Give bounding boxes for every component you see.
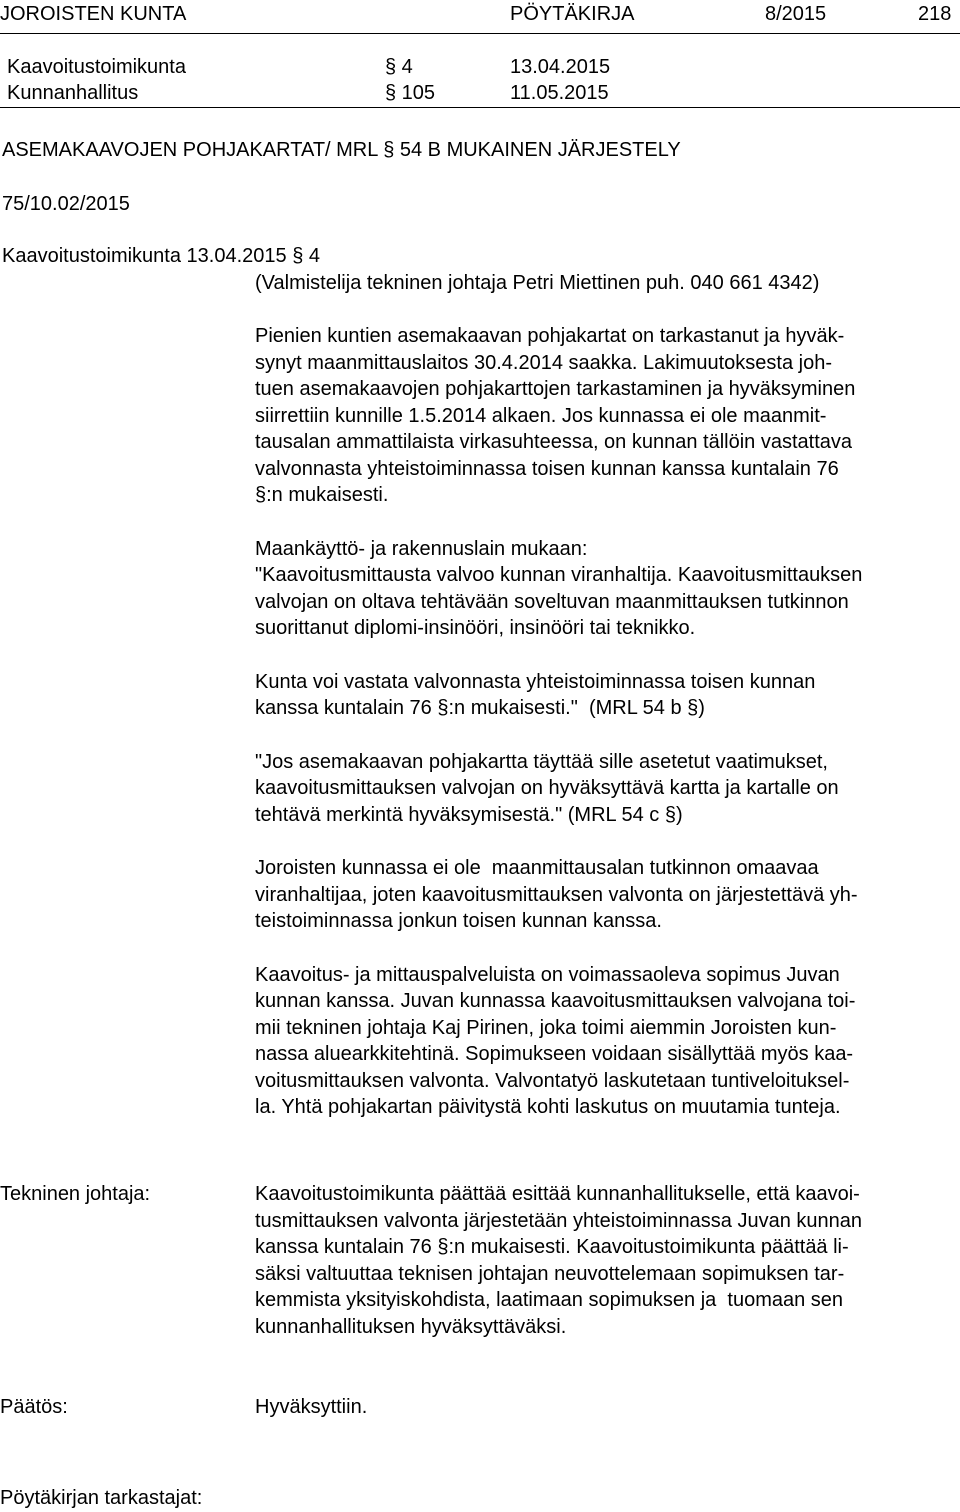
text-line: "Jos asemakaavan pohjakartta täyttää sille asetetut vaatimukset, bbox=[255, 750, 828, 773]
text-line: Pienien kuntien asemakaavan pohjakartat on tarkastanut ja hyväk- bbox=[255, 325, 845, 347]
text-line: Maankäyttö- ja rakennuslain mukaan: bbox=[255, 537, 588, 560]
text-line: teistoiminnassa jonkun toisen kunnan kanssa. bbox=[255, 910, 662, 932]
paragraph bbox=[255, 536, 960, 642]
decision-value: Hyväksyttiin. bbox=[255, 1396, 368, 1418]
text-line: Kaavoitus- ja mittauspalveluista on voimassaoleva sopimus Juvan bbox=[255, 963, 840, 986]
paragraph bbox=[255, 669, 960, 722]
text-line: kaavoitusmittauksen valvojan on hyväksyttävä kartta ja kartalle on bbox=[255, 777, 839, 799]
proposal-label: Tekninen johtaja: bbox=[0, 1183, 151, 1205]
meeting-body: Kaavoitustoimikunta bbox=[7, 56, 186, 78]
reviewers-label: Pöytäkirjan tarkastajat: bbox=[0, 1487, 203, 1509]
decision-label: Päätös: bbox=[0, 1396, 68, 1418]
text-line: Kunta voi vastata valvonnasta yhteistoiminnassa toisen kunnan bbox=[255, 670, 816, 693]
paragraph bbox=[255, 323, 960, 509]
text-line: viranhaltijaa, joten kaavoitusmittauksen valvonta on järjestettävä yh- bbox=[255, 883, 858, 906]
meetings-rule bbox=[0, 107, 960, 108]
text-line: la. Yhtä pohjakartan päivitystä kohti laskutus on muutamia tunteja. bbox=[255, 1096, 841, 1118]
meeting-section: § 4 bbox=[385, 56, 413, 78]
text-line: säksi valtuuttaa teknisen johtajan neuvottelemaan sopimuksen tar- bbox=[255, 1262, 845, 1285]
committee-line: Kaavoitustoimikunta 13.04.2015 § 4 bbox=[2, 245, 320, 267]
text-line: kunnanhallituksen hyväksyttäväksi. bbox=[255, 1315, 567, 1338]
text-line: tusmittauksen valvonta järjestetään yhteistoiminnassa Juvan kunnan bbox=[255, 1209, 863, 1232]
text-line: Joroisten kunnassa ei ole maanmittausalan tutkinnon omaavaa bbox=[255, 857, 819, 879]
text-line: siirrettiin kunnille 1.5.2014 alkaen. Jos kunnassa ei ole maanmit- bbox=[255, 404, 827, 427]
text-line: valvonnasta yhteistoiminnassa toisen kunnan kanssa kuntalain 76 bbox=[255, 457, 839, 480]
text-line: nassa aluearkkitehtinä. Sopimukseen voidaan sisällyttää myös kaa- bbox=[255, 1043, 854, 1065]
text-line: valvojan on oltava tehtävään soveltuvan maanmittauksen tutkinnon bbox=[255, 590, 849, 613]
text-line: kunnan kanssa. Juvan kunnassa kaavoitusmittauksen valvojana toi- bbox=[255, 990, 856, 1012]
text-line: "Kaavoitusmittausta valvoo kunnan viranhaltija. Kaavoitusmittauksen bbox=[255, 564, 863, 586]
body-text bbox=[255, 323, 960, 1148]
header-rule bbox=[0, 33, 960, 34]
text-line: Kaavoitustoimikunta päättää esittää kunnanhallitukselle, että kaavoi- bbox=[255, 1183, 860, 1205]
text-line: kemmista yksityiskohdista, laatimaan sopimuksen ja tuomaan sen bbox=[255, 1289, 844, 1311]
meeting-date: 13.04.2015 bbox=[510, 56, 611, 78]
text-line: tausalan ammattilaista virkasuhteessa, on kunnan tällöin vastattava bbox=[255, 431, 853, 453]
text-line: synyt maanmittauslaitos 30.4.2014 saakka. Lakimuutoksesta joh- bbox=[255, 351, 832, 374]
page-number: 218 bbox=[918, 3, 952, 25]
text-line: tuen asemakaavojen pohjakarttojen tarkastaminen ja hyväksyminen bbox=[255, 378, 856, 400]
paragraph bbox=[255, 855, 960, 935]
municipality-name: JOROISTEN KUNTA bbox=[0, 3, 187, 25]
text-line: tehtävä merkintä hyväksymisestä." (MRL 54 c §) bbox=[255, 803, 683, 826]
meeting-section: § 105 bbox=[385, 82, 436, 104]
text-line: voitusmittauksen valvonta. Valvontatyö laskutetaan tuntiveloituksel- bbox=[255, 1069, 850, 1092]
text-line: kanssa kuntalain 76 §:n mukaisesti." (MRL 54 b §) bbox=[255, 697, 705, 719]
reference-number: 75/10.02/2015 bbox=[2, 193, 130, 215]
paragraph bbox=[255, 749, 960, 829]
document-type: PÖYTÄKIRJA bbox=[510, 3, 635, 25]
preparer-line: (Valmistelija tekninen johtaja Petri Miettinen puh. 040 661 4342) bbox=[255, 272, 820, 294]
document-number: 8/2015 bbox=[765, 3, 827, 25]
paragraph bbox=[255, 962, 960, 1121]
text-line: kanssa kuntalain 76 §:n mukaisesti. Kaavoitustoimikunta päättää li- bbox=[255, 1236, 849, 1258]
section-title: ASEMAKAAVOJEN POHJAKARTAT/ MRL § 54 B MUKAINEN JÄRJESTELY bbox=[2, 139, 681, 161]
text-line: mii tekninen johtaja Kaj Pirinen, joka toimi aiemmin Joroisten kun- bbox=[255, 1016, 837, 1039]
text-line: suorittanut diplomi-insinööri, insinööri tai teknikko. bbox=[255, 617, 696, 639]
proposal-text bbox=[255, 1181, 960, 1340]
meeting-date: 11.05.2015 bbox=[510, 82, 609, 104]
meeting-body: Kunnanhallitus bbox=[7, 82, 139, 104]
text-line: §:n mukaisesti. bbox=[255, 484, 389, 506]
